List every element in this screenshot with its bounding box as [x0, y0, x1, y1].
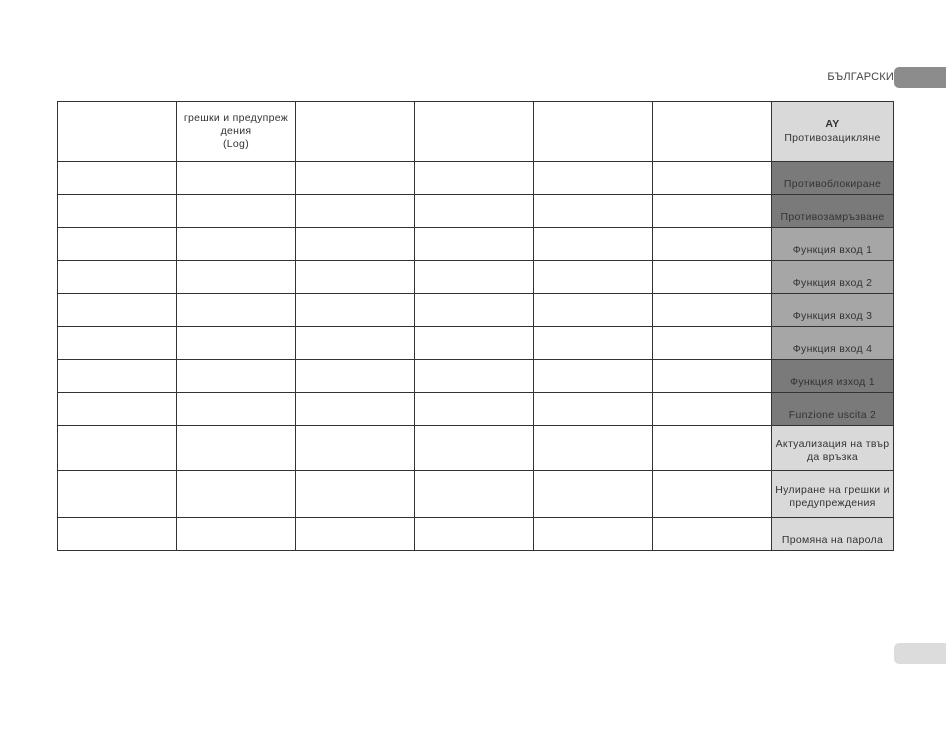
side-label-input-4: Функция вход 4 [772, 327, 894, 360]
table-header-row [58, 102, 894, 162]
side-label-output-1: Функция изход 1 [772, 360, 894, 393]
table-row [58, 162, 894, 195]
side-label-output-2: Funzione uscita 2 [772, 393, 894, 426]
side-label-input-2: Функция вход 2 [772, 261, 894, 294]
side-header-subtitle: Противозацикляне [784, 132, 881, 144]
table-cell [58, 102, 177, 162]
side-header-title: AY [825, 118, 840, 130]
table-row [58, 518, 894, 551]
settings-table [57, 101, 894, 551]
log-header-line2: дения [220, 125, 252, 137]
table-row [58, 471, 894, 518]
table-row [58, 327, 894, 360]
log-header-cell [177, 102, 296, 162]
side-label-anti-freeze: Противозамръзване [772, 195, 894, 228]
side-label-input-1: Функция вход 1 [772, 228, 894, 261]
side-label-anti-block: Противоблокиране [772, 162, 894, 195]
side-label-input-3: Функция вход 3 [772, 294, 894, 327]
table-row [58, 393, 894, 426]
table-row [58, 261, 894, 294]
side-header-cell [772, 102, 894, 162]
table-cell [653, 102, 772, 162]
table-cell [534, 102, 653, 162]
log-header-line3: (Log) [222, 138, 249, 150]
side-label-reset-errors: Нулиране на грешки и предупреждения [772, 471, 894, 518]
side-label-change-password: Промяна на парола [772, 518, 894, 551]
table-cell [296, 102, 415, 162]
table-row [58, 360, 894, 393]
page-tab[interactable] [894, 643, 946, 664]
table-cell [415, 102, 534, 162]
table-row [58, 426, 894, 471]
language-label: БЪЛГАРСКИ [827, 71, 894, 83]
side-label-firmware-update: Актуализация на твър да връзка [772, 426, 894, 471]
table-row [58, 294, 894, 327]
table-row [58, 195, 894, 228]
log-header-line1: грешки и предупреж [183, 112, 289, 124]
language-tab[interactable] [894, 67, 946, 88]
table-row [58, 228, 894, 261]
